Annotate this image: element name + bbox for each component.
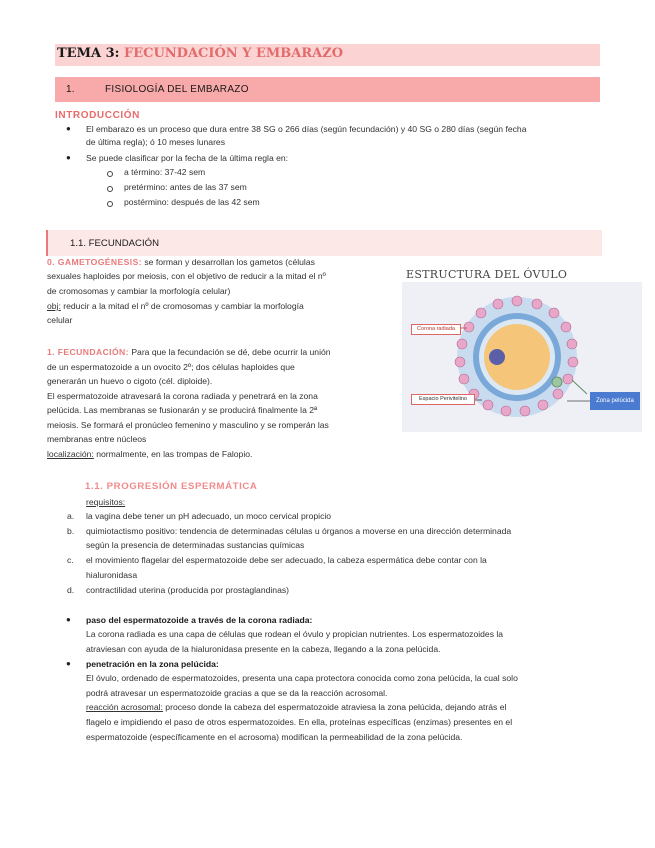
requisito-b: quimiotactismo positivo: tendencia de determinadas células u órganos a moverse en una dirección determinada <box>86 526 512 536</box>
penetracion-line-5: espermatozoide (específicamente en el acrosoma) modifican la permeabilidad de la zona pelúcida. <box>86 732 463 742</box>
label-zona-pelucida: Zona pelúcida <box>590 392 640 410</box>
fecundacion-line-7: membranas entre núcleos <box>47 434 147 444</box>
fecundacion-text: Para que la fecundación se dé, debe ocurrir la unión <box>131 347 331 357</box>
polar-body <box>552 377 562 387</box>
sub-item-termino: a término: 37-42 sem <box>124 167 206 177</box>
sub-item-pretermino: pretérmino: antes de las 37 sem <box>124 182 247 192</box>
ovule-figure <box>402 262 642 432</box>
progresion-heading: 1.1. PROGRESIÓN ESPERMÁTICA <box>85 481 258 492</box>
bullet-icon: ● <box>66 615 71 624</box>
paso-line-2: atraviesan con ayuda de la hialuronidasa presente en la cabeza, llegando a la zona pelúcida. <box>86 644 441 654</box>
localizacion-text: normalmente, en las trompas de Falopio. <box>96 449 253 459</box>
gametogenesis-line-3: de cromosomas y cambiar la morfología celular) <box>47 286 231 296</box>
figure-title: ESTRUCTURA DEL ÓVULO <box>406 268 568 281</box>
fecundacion-line-2: de un espermatozoide a un ovocito 2º; dos células haploides que <box>47 362 295 372</box>
reaccion-line <box>86 701 506 714</box>
localizacion-line <box>47 448 252 461</box>
section-number: 1. <box>66 84 75 95</box>
requisito-b-cont: según la presencia de determinadas sustancias químicas <box>86 540 305 550</box>
requisito-c: el movimiento flagelar del espermatozoide debe ser adecuado, la cabeza espermática debe contar con la <box>86 555 487 565</box>
paso-heading: paso del espermatozoide a través de la corona radiada: <box>86 615 313 625</box>
requisitos-label: requisitos: <box>86 497 126 507</box>
list-marker: c. <box>67 555 74 565</box>
requisito-d: contractilidad uterina (producida por prostaglandinas) <box>86 585 290 595</box>
circle-bullet-icon <box>107 186 113 192</box>
bullet-icon: ● <box>66 153 71 162</box>
penetracion-line-2: podrá atravesar un espermatozoide gracias a que se da la reacción acrosomal. <box>86 688 388 698</box>
sub-item-postermino: postérmino: después de las 42 sem <box>124 197 260 207</box>
list-marker: a. <box>67 511 75 521</box>
gametogenesis-text: se forman y desarrollan los gametos (células <box>144 257 315 267</box>
bullet-icon: ● <box>66 124 71 133</box>
bullet-icon: ● <box>66 659 71 668</box>
penetracion-heading: penetración en la zona pelúcida: <box>86 659 219 669</box>
reaccion-text: proceso donde la cabeza del espermatozoide atraviesa la zona pelúcida, dejando atrás el <box>165 702 507 712</box>
penetracion-line-1: El óvulo, ordenado de espermatozoides, presenta una capa protectora conocida como zona pelúcida, la cual solo <box>86 673 518 683</box>
intro-bullet-2: Se puede clasificar por la fecha de la última regla en: <box>86 153 289 163</box>
gametogenesis-label: 0. GAMETOGÉNESIS: <box>47 257 142 267</box>
subsection-title: 1.1. FECUNDACIÓN <box>70 238 160 249</box>
label-corona-radiada: Corona radiada <box>411 324 461 335</box>
label-espacio-perivitelino: Espacio Perivitelino <box>411 394 475 405</box>
section-title: FISIOLOGÍA DEL EMBARAZO <box>105 84 249 95</box>
paso-line-1: La corona radiada es una capa de células que rodean el óvulo y propician nutrientes. Los espermatozoides la <box>86 629 504 639</box>
localizacion-label: localización: <box>47 449 94 459</box>
obj-line <box>47 300 304 313</box>
obj-label: obj: <box>47 301 61 311</box>
circle-bullet-icon <box>107 201 113 207</box>
fecundacion-line-5: pelúcida. Las membranas se fusionarán y se producirá finalmente la 2ª <box>47 405 318 415</box>
obj-text: reducir a la mitad el nº de cromosomas y cambiar la morfología <box>63 301 304 311</box>
requisito-a: la vagina debe tener un pH adecuado, un moco cervical propicio <box>86 511 332 521</box>
fecundacion-line-4: El espermatozoide atravesará la corona radiada y penetrará en la zona <box>47 391 318 401</box>
obj-line-cont: celular <box>47 315 73 325</box>
intro-bullet-1: El embarazo es un proceso que dura entre 38 SG o 266 días (según fecundación) y 40 SG o 280 días (según fecha <box>86 124 527 134</box>
list-marker: b. <box>67 526 75 536</box>
title-rest: FECUNDACIÓN Y EMBARAZO <box>123 46 344 61</box>
fecundacion-label: 1. FECUNDACIÓN: <box>47 347 129 357</box>
intro-heading: INTRODUCCIÓN <box>55 110 140 121</box>
page-title <box>57 46 343 61</box>
fecundacion-line-1 <box>47 346 331 359</box>
title-main: TEMA 3: <box>57 46 120 61</box>
circle-bullet-icon <box>107 171 113 177</box>
intro-bullet-1-cont: de última regla); ó 10 meses lunares <box>86 137 226 147</box>
nucleus <box>489 349 505 365</box>
gametogenesis-line-2: sexuales haploides por meiosis, con el objetivo de reducir a la mitad el nº <box>47 271 326 281</box>
fecundacion-line-6: meiosis. Se formará el pronúcleo femenino y masculino y se romperán las <box>47 420 329 430</box>
fecundacion-line-3: generarán un huevo o cigoto (cél. diploide). <box>47 376 213 386</box>
penetracion-line-4: flagelo e impidiendo el paso de otros espermatozoides. En ella, proteínas específicas (enzimas) presentes en el <box>86 717 513 727</box>
list-marker: d. <box>67 585 75 595</box>
requisito-c-cont: hialuronidasa <box>86 570 138 580</box>
gametogenesis-line-1 <box>47 256 315 269</box>
reaccion-label: reacción acrosomal: <box>86 702 163 712</box>
